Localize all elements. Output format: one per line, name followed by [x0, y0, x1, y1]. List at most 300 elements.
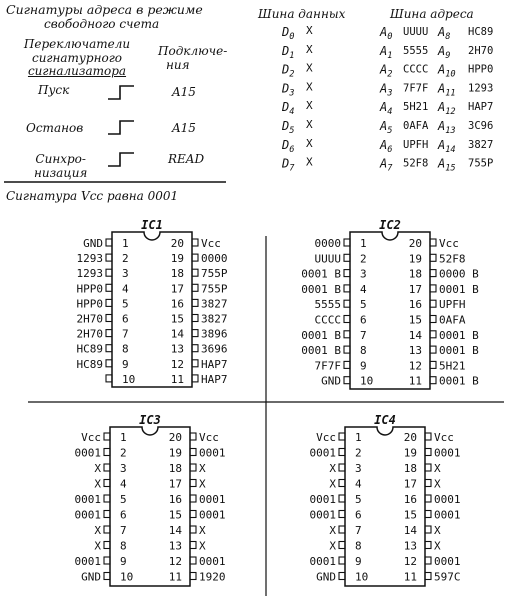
pin-signature: X	[94, 477, 101, 491]
pin-number: 7	[360, 328, 367, 342]
pin-stub	[425, 542, 431, 549]
pin-number: 15	[168, 508, 182, 522]
row-start-conn: A15	[172, 85, 196, 99]
pin-signature: 0001	[434, 508, 461, 522]
pin-signature: X	[434, 477, 441, 491]
pin-stub	[192, 239, 198, 246]
pin-number: 2	[355, 446, 362, 460]
pin-stub	[190, 557, 196, 564]
pin-stub	[339, 449, 345, 456]
addr-bus-signature: HAP7	[468, 101, 494, 114]
addr-bus-pin: $A_4$	[380, 100, 393, 118]
row-sync-conn: READ	[168, 152, 205, 166]
pin-number: 16	[168, 493, 182, 506]
pin-signature: 0000 B	[439, 267, 479, 281]
pin-stub	[425, 480, 431, 487]
chip-ic3	[75, 413, 226, 586]
pin-signature: Vcc	[201, 237, 221, 250]
pin-signature: X	[434, 462, 441, 475]
pin-number: 9	[122, 357, 129, 371]
addr-bus-pin: $A_{15}$	[438, 156, 456, 174]
chip-name: IC4	[374, 413, 396, 427]
pin-signature: 0001	[74, 555, 101, 568]
addr-bus-pin: $A_5$	[380, 119, 393, 136]
pin-signature: GND	[321, 374, 341, 388]
addr-bus-pin: $A_9$	[438, 43, 451, 61]
pin-stub	[192, 345, 198, 352]
pin-number: 11	[403, 570, 417, 584]
pin-stub	[344, 239, 350, 246]
pin-number: 18	[403, 462, 417, 475]
pin-signature: Vcc	[199, 431, 219, 444]
pin-stub	[104, 449, 110, 456]
chip-ic4	[310, 413, 461, 586]
addr-bus-pin: $A_{11}$	[438, 81, 456, 99]
pin-signature: 0001	[74, 446, 101, 460]
pin-signature: 0001	[309, 555, 336, 568]
addr-bus-signature: 0AFA	[403, 120, 429, 132]
pin-stub	[190, 449, 196, 456]
pin-signature: 1293	[76, 267, 103, 281]
pin-stub	[430, 331, 436, 338]
addr-bus-pin: $A_6$	[380, 137, 393, 155]
pin-number: 14	[408, 328, 422, 342]
pin-signature: HAP7	[201, 357, 228, 371]
pin-stub	[192, 360, 198, 367]
pin-signature: 3827	[201, 312, 228, 326]
addr-bus-signature: UUUU	[403, 26, 429, 38]
pin-signature: 0001	[434, 555, 461, 568]
pin-number: 17	[403, 477, 417, 491]
pin-stub	[430, 346, 436, 353]
data-bus-pin: $D_2$	[282, 62, 295, 80]
pin-stub	[190, 573, 196, 580]
data-bus-signature: X	[306, 155, 313, 169]
addr-bus-pin: $A_3$	[380, 81, 393, 99]
addr-bus-signature: 5555	[403, 44, 429, 57]
pin-signature: 755P	[201, 282, 228, 296]
pin-signature: 1293	[76, 252, 103, 266]
pin-number: 8	[360, 344, 367, 358]
pin-stub	[339, 511, 345, 518]
pin-stub	[430, 300, 436, 307]
pin-number: 13	[168, 539, 182, 553]
pin-number: 13	[170, 342, 184, 356]
addr-bus-pin: $A_{10}$	[438, 62, 456, 80]
pin-stub	[344, 331, 350, 338]
data-bus-pin: $D_5$	[282, 119, 295, 136]
addr-bus-pin: $A_{13}$	[438, 119, 456, 136]
pin-signature: 0000	[201, 252, 228, 266]
pin-signature: 52F8	[439, 252, 466, 266]
pin-stub	[192, 315, 198, 322]
addr-bus-signature: 3827	[468, 138, 494, 151]
pin-signature: X	[329, 477, 336, 491]
pin-number: 13	[408, 344, 422, 358]
pin-stub	[425, 464, 431, 471]
pin-stub	[425, 557, 431, 564]
pin-stub	[104, 480, 110, 487]
pin-signature: 0000	[314, 237, 341, 250]
pin-signature: 0001	[74, 508, 101, 522]
pin-stub	[106, 254, 112, 261]
pin-number: 16	[403, 493, 417, 506]
pin-stub	[104, 542, 110, 549]
pin-signature: 0001 B	[301, 344, 341, 358]
pin-number: 12	[408, 359, 422, 373]
pin-stub	[430, 377, 436, 384]
addr-bus-signature: HPP0	[468, 63, 494, 76]
pin-signature: 0001	[309, 446, 336, 460]
data-bus-signature: X	[306, 80, 313, 94]
pin-number: 19	[408, 252, 422, 266]
data-bus-signature: X	[306, 42, 313, 56]
pin-signature: Vcc	[81, 431, 101, 444]
pin-signature: 0001 B	[439, 328, 479, 342]
pin-stub	[344, 285, 350, 292]
pin-number: 3	[122, 267, 129, 281]
pin-number: 20	[403, 431, 417, 444]
chip-name: IC1	[141, 218, 163, 232]
pin-stub	[190, 542, 196, 549]
pin-signature: 0001	[74, 493, 101, 506]
pin-stub	[425, 433, 431, 440]
pin-stub	[192, 375, 198, 382]
pin-number: 6	[120, 508, 127, 522]
addr-bus-pin: $A_2$	[380, 62, 393, 80]
pin-signature: GND	[316, 570, 336, 584]
pin-stub	[430, 239, 436, 246]
addr-bus-signature: 1293	[468, 82, 494, 95]
data-bus-signature: X	[306, 136, 313, 150]
pin-stub	[106, 284, 112, 291]
pin-number: 11	[168, 570, 182, 584]
addr-bus-signature: 7F7F	[403, 82, 429, 95]
switch-col-head-1: Переключатели	[23, 37, 131, 51]
pin-stub	[106, 375, 112, 382]
pin-signature: X	[434, 524, 441, 537]
pin-stub	[430, 270, 436, 277]
pin-stub	[344, 316, 350, 323]
pin-number: 9	[355, 555, 362, 568]
pin-stub	[190, 480, 196, 487]
pin-number: 11	[408, 374, 422, 388]
pin-number: 8	[122, 342, 129, 356]
pin-signature: 5555	[314, 298, 341, 312]
pin-signature: X	[329, 539, 336, 553]
pin-number: 9	[360, 359, 367, 373]
pin-signature: X	[199, 539, 206, 553]
row-sync-label: Синхро- низация	[34, 152, 88, 180]
pin-number: 7	[122, 327, 129, 341]
pin-stub	[104, 464, 110, 471]
pin-stub	[425, 511, 431, 518]
addr-bus-signature: HC89	[468, 26, 494, 38]
pin-stub	[190, 433, 196, 440]
rising-edge-symbol	[108, 121, 134, 134]
pin-stub	[425, 495, 431, 502]
pin-number: 1	[360, 237, 367, 250]
pin-signature: 7F7F	[314, 359, 341, 373]
pin-number: 3	[355, 462, 362, 475]
pin-signature: X	[434, 539, 441, 553]
addr-bus-pin: $A_1$	[380, 43, 393, 61]
pin-signature: X	[199, 477, 206, 491]
pin-signature: 0001	[434, 493, 461, 506]
pin-number: 18	[170, 267, 184, 281]
pin-stub	[106, 360, 112, 367]
pin-stub	[425, 526, 431, 533]
rising-edge-symbol	[108, 86, 134, 99]
pin-number: 5	[355, 493, 362, 506]
pin-stub	[106, 299, 112, 306]
pin-signature: Vcc	[434, 431, 454, 444]
pin-stub	[344, 361, 350, 368]
pin-number: 9	[120, 555, 127, 568]
pin-signature: 3896	[201, 327, 228, 341]
title-line1: Сигнатуры адреса в режиме	[6, 2, 203, 17]
pin-stub	[344, 346, 350, 353]
pin-number: 20	[170, 237, 184, 250]
addr-bus-pin: $A_{12}$	[438, 100, 456, 118]
pin-signature: 0001	[309, 508, 336, 522]
pin-signature: Vcc	[439, 237, 459, 250]
pin-signature: 5H21	[439, 359, 466, 373]
data-bus-pin: $D_3$	[282, 81, 295, 99]
pin-signature: HC89	[76, 357, 103, 371]
pin-stub	[190, 495, 196, 502]
pin-number: 3	[360, 267, 367, 281]
data-bus-pin: $D_0$	[282, 25, 295, 42]
pin-number: 11	[170, 372, 184, 386]
switch-col-head-2: сигнатурного	[31, 51, 122, 65]
addr-bus-title: Шина адреса	[390, 7, 474, 21]
pin-signature: 2H70	[76, 327, 103, 341]
pin-number: 15	[408, 313, 422, 327]
pin-signature: 0AFA	[439, 313, 466, 327]
pin-stub	[339, 433, 345, 440]
addr-bus-pin: $A_0$	[380, 25, 393, 42]
pin-number: 17	[170, 282, 184, 296]
pin-signature: 0001	[199, 508, 226, 522]
pin-stub	[104, 495, 110, 502]
pin-number: 10	[120, 570, 134, 584]
pin-signature: UPFH	[439, 298, 466, 312]
pin-number: 18	[408, 267, 422, 281]
pin-stub	[106, 315, 112, 322]
pin-number: 6	[355, 508, 362, 522]
pin-signature: 2H70	[76, 312, 103, 326]
pin-number: 15	[170, 312, 184, 326]
pin-signature: 0001	[434, 446, 461, 460]
pin-stub	[192, 269, 198, 276]
pin-signature: 597C	[434, 570, 461, 584]
pin-number: 12	[170, 357, 184, 371]
chip-ic1	[77, 218, 228, 387]
pin-signature: 0001 B	[439, 344, 479, 358]
pin-signature: HC89	[76, 342, 103, 356]
pin-number: 4	[360, 282, 367, 296]
pin-number: 8	[355, 539, 362, 553]
pin-number: 1	[120, 431, 127, 444]
pin-stub	[104, 511, 110, 518]
pin-stub	[339, 526, 345, 533]
pin-signature: X	[94, 524, 101, 537]
pin-number: 7	[355, 524, 362, 537]
pin-stub	[430, 316, 436, 323]
pin-stub	[425, 449, 431, 456]
pin-number: 2	[122, 252, 129, 266]
pin-signature: 1920	[199, 570, 226, 584]
pin-signature: 3827	[201, 297, 228, 311]
pin-number: 3	[120, 462, 127, 475]
data-bus-signature: X	[306, 118, 313, 131]
pin-stub	[339, 495, 345, 502]
pin-number: 16	[408, 298, 422, 312]
pin-number: 13	[403, 539, 417, 553]
addr-bus-signature: 755P	[468, 157, 494, 170]
pin-number: 8	[120, 539, 127, 553]
pin-stub	[344, 270, 350, 277]
addr-bus-pin: $A_{14}$	[438, 137, 456, 155]
pin-number: 7	[120, 524, 127, 537]
pin-number: 1	[355, 431, 362, 444]
data-bus-signature: X	[306, 99, 313, 113]
pin-number: 14	[170, 327, 184, 341]
pin-signature: CCCC	[314, 313, 341, 327]
pin-number: 18	[168, 462, 182, 475]
data-bus-pin: $D_4$	[282, 100, 295, 118]
pin-stub	[190, 511, 196, 518]
conn-col-head-2: ния	[166, 58, 190, 72]
pin-number: 20	[408, 237, 422, 250]
data-bus-signature: X	[306, 61, 313, 75]
pin-stub	[104, 433, 110, 440]
pin-signature: GND	[81, 570, 101, 584]
pin-stub	[104, 557, 110, 564]
addr-bus-signature: 2H70	[468, 44, 494, 57]
pin-signature: 0001 B	[439, 374, 479, 388]
pin-stub	[104, 573, 110, 580]
pin-stub	[106, 345, 112, 352]
pin-signature: HPP0	[76, 282, 103, 296]
addr-bus-pin: $A_7$	[380, 156, 393, 174]
pin-number: 17	[408, 282, 422, 296]
pin-signature: 0001 B	[301, 282, 341, 296]
pin-number: 2	[360, 252, 367, 266]
pin-stub	[192, 284, 198, 291]
pin-signature: X	[199, 462, 206, 475]
row-stop-label: Останов	[26, 121, 84, 135]
data-bus-pin: $D_7$	[282, 156, 295, 174]
pin-stub	[430, 285, 436, 292]
pin-signature: X	[329, 524, 336, 537]
pin-signature: GND	[83, 237, 103, 250]
addr-bus-pin: $A_8$	[438, 25, 451, 42]
pin-number: 20	[168, 431, 182, 444]
pin-stub	[106, 269, 112, 276]
pin-number: 17	[168, 477, 182, 491]
pin-signature: X	[329, 462, 336, 475]
pin-number: 4	[120, 477, 127, 491]
pin-number: 12	[168, 555, 182, 568]
pin-stub	[106, 330, 112, 337]
pin-signature: 0001	[199, 555, 226, 568]
addr-bus-signature: 52F8	[403, 157, 429, 170]
pin-stub	[430, 254, 436, 261]
pin-signature: 0001	[309, 493, 336, 506]
pin-stub	[339, 573, 345, 580]
pin-number: 19	[168, 446, 182, 460]
pin-number: 19	[403, 446, 417, 460]
pin-number: 12	[403, 555, 417, 568]
pin-stub	[192, 299, 198, 306]
addr-bus-signature: UPFH	[403, 138, 429, 151]
pin-signature: HAP7	[201, 372, 228, 386]
pin-number: 2	[120, 446, 127, 460]
pin-number: 10	[355, 570, 369, 584]
row-start-label: Пуск	[38, 83, 70, 97]
vcc-signature-line: Сигнатура Vcc равна 0001	[6, 189, 179, 203]
data-bus-pin: $D_6$	[282, 137, 295, 155]
pin-signature: UUUU	[314, 252, 341, 266]
pin-stub	[104, 526, 110, 533]
pin-signature: 0001 B	[301, 267, 341, 281]
pin-number: 10	[122, 372, 136, 386]
pin-number: 14	[403, 524, 417, 537]
pin-stub	[190, 526, 196, 533]
pin-number: 6	[122, 312, 129, 326]
pin-number: 15	[403, 508, 417, 522]
pin-stub	[192, 254, 198, 261]
pin-number: 19	[170, 252, 184, 266]
pin-number: 5	[122, 297, 129, 311]
pin-stub	[339, 557, 345, 564]
data-bus-signature: X	[306, 24, 313, 37]
data-bus-title: Шина данных	[258, 7, 346, 21]
pin-signature: 755P	[201, 267, 228, 281]
pin-number: 5	[360, 298, 367, 312]
pin-number: 4	[355, 477, 362, 491]
pin-number: 1	[122, 237, 129, 250]
pin-signature: X	[94, 462, 101, 475]
chip-name: IC3	[139, 413, 161, 427]
pin-signature: 0001 B	[301, 328, 341, 342]
row-stop-conn: A15	[172, 121, 196, 135]
conn-col-head-1: Подключе-	[158, 44, 228, 58]
pin-stub	[192, 330, 198, 337]
pin-stub	[430, 361, 436, 368]
pin-stub	[344, 300, 350, 307]
chip-name: IC2	[379, 218, 401, 232]
pin-number: 14	[168, 524, 182, 537]
pin-stub	[106, 239, 112, 246]
addr-bus-signature: 5H21	[403, 101, 429, 114]
pin-stub	[425, 573, 431, 580]
pin-number: 4	[122, 282, 129, 296]
pin-stub	[190, 464, 196, 471]
pin-signature: HPP0	[76, 297, 103, 311]
pin-signature: 3696	[201, 342, 228, 356]
pin-stub	[339, 542, 345, 549]
pin-stub	[344, 377, 350, 384]
chip-ic2	[301, 218, 479, 389]
pin-signature: 0001	[199, 446, 226, 460]
pin-number: 5	[120, 493, 127, 506]
pin-signature: Vcc	[316, 431, 336, 444]
pin-number: 16	[170, 297, 184, 311]
addr-bus-signature: CCCC	[403, 63, 429, 76]
